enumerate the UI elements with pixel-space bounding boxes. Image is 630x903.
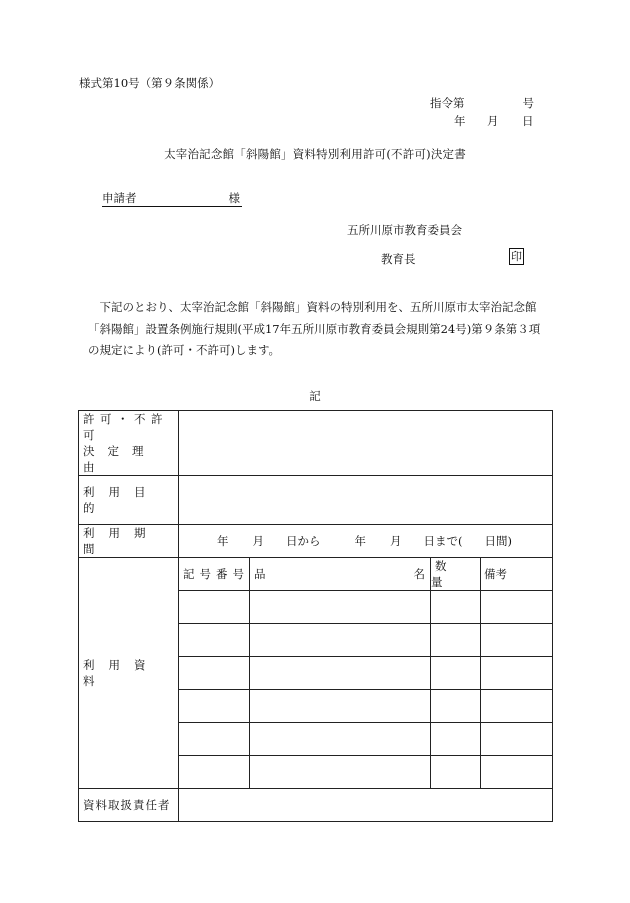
- period-end-day: 日まで(: [423, 534, 463, 548]
- col-item-header: 品 名: [250, 558, 431, 591]
- seal-stamp: 印: [511, 250, 522, 263]
- manager-label-cell: [79, 789, 179, 822]
- date-year: 年: [454, 114, 466, 128]
- period-start-month: 月: [252, 534, 264, 548]
- period-start-year: 年: [217, 534, 229, 548]
- purpose-label-cell: [79, 476, 179, 525]
- applicant-honorific: 様: [228, 191, 240, 205]
- col-code-header: 記号番号: [179, 558, 250, 591]
- form-number: 様式第10号（第９条関係）: [79, 76, 221, 90]
- order-suffix: 号: [522, 96, 534, 110]
- board-chief: 教育長: [381, 252, 416, 266]
- manager-label: 資料取扱責任者: [83, 798, 171, 812]
- manager-field[interactable]: [179, 789, 553, 822]
- decision-body-text: [88, 297, 558, 362]
- col-qty-header: 数量: [431, 558, 481, 591]
- date-day: 日: [522, 114, 534, 128]
- period-label-cell: [79, 525, 179, 558]
- ki-heading: 記: [309, 389, 321, 403]
- period-field[interactable]: [179, 525, 553, 558]
- period-label: 利用期間: [83, 526, 160, 556]
- reason-label: 決定理由: [83, 444, 157, 474]
- materials-label-cell: [79, 558, 179, 789]
- period-start-day: 日から: [286, 534, 321, 548]
- body-line: 「斜陽館」設置条例施行規則(平成17年五所川原市教育委員会規則第24号)第９条第３項: [88, 321, 541, 336]
- body-line: 下記のとおり、太宰治記念館「斜陽館」資料の特別利用を、五所川原市太宰治記念館: [88, 300, 537, 314]
- period-end-month: 月: [390, 534, 402, 548]
- decision-label: 許可・不許可: [83, 412, 168, 442]
- materials-label: 利用資料: [83, 658, 160, 688]
- purpose-field[interactable]: [179, 476, 553, 525]
- order-prefix: 指令第: [430, 96, 465, 110]
- decision-reason-field[interactable]: [179, 411, 553, 476]
- body-line: の規定により(許可・不許可)します。: [88, 343, 281, 357]
- decision-table: [78, 410, 553, 822]
- purpose-label: 利用目的: [83, 485, 160, 515]
- decision-reason-label-cell: [79, 411, 179, 476]
- applicant-label: 申請者: [102, 191, 137, 205]
- date-month: 月: [487, 114, 499, 128]
- document-title: 太宰治記念館「斜陽館」資料特別利用許可(不許可)決定書: [164, 147, 466, 161]
- period-days: 日間): [484, 534, 512, 548]
- col-note-header: 備考: [481, 558, 553, 591]
- applicant-line: [102, 190, 242, 207]
- issuing-board: 五所川原市教育委員会: [347, 223, 462, 237]
- period-end-year: 年: [354, 534, 366, 548]
